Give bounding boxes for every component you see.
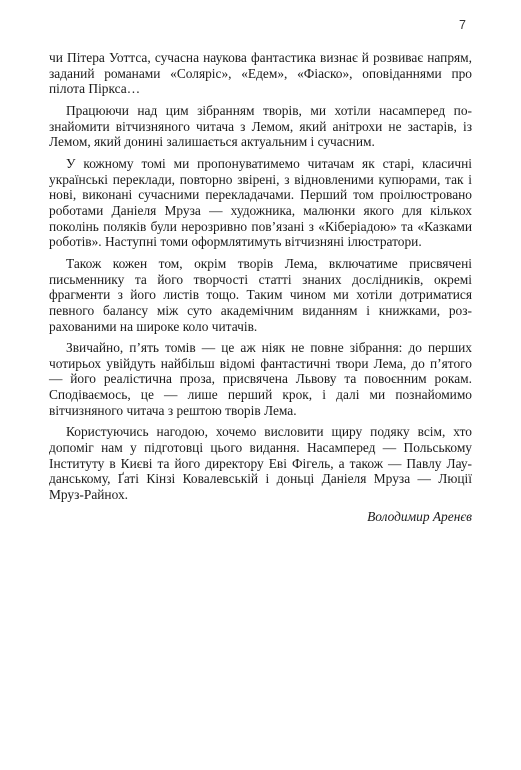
paragraph-4: Також кожен том, окрім творів Лема, включатиме присвячені письменнику та його творчості статті знаних дослідників, окремі фрагменти з його листів тощо. Таким чином ми хотіли дотриматися певного балансу між суто академічним виданням і книжками, розрахованими на широке коло читачів. <box>49 255 472 334</box>
author-signature: Володимир Аренєв <box>367 508 472 524</box>
page-number: 7 <box>459 18 466 32</box>
paragraph-2: Працюючи над цим зібранням творів, ми хотіли насамперед познайомити вітчизняного читача з Лемом, який анітрохи не застарів, із Лемом, який донині залишається актуальним і сучасним. <box>49 102 472 150</box>
paragraph-5: Звичайно, п’ять томів — це аж ніяк не повне зібрання: до перших чотирьох увійдуть найбільш відомі фантастичні твори Лема, до п’ятого — його реалістична проза, присвячена Львову та повоєнним рокам. Сподіваємось, це — лише перший крок, і далі ми познайомимо вітчизняного читача з рештою творів Лема. <box>49 340 472 418</box>
paragraph-3: У кожному томі ми пропонуватимемо читачам як старі, класичні українські переклади, повторно звірені, з відновленими купюрами, так і нові, виконані сучасними перекладачами. Перший том проілюстровано роботами Даніеля Мруза — художника, малюнки якого для кількох поколінь поляків були нерозривно пов’язані з «Кіберіадою» та «Казками роботів». Наступні томи оформлятимуть вітчизняні ілюстратори. <box>49 155 472 250</box>
paragraph-1: чи Пітера Уоттса, сучасна наукова фантастика визнає й розвиває напрям, заданий романами «Соляріс», «Едем», «Фіаско», оповіданнями про пілота Піркса… <box>49 50 472 97</box>
body-text <box>49 50 472 524</box>
paragraph-6: Користуючись нагодою, хочемо висловити щиру подяку всім, хто допоміг нам у підготовці цього видання. Насамперед — Польському Інституту в Києві та його директору Еві Фігель, а також — Павлу Лауданському, Ґаті Кінзі Ковалевській і доньці Даніеля Мруза — Люції Мруз-Райнох. <box>49 424 472 503</box>
